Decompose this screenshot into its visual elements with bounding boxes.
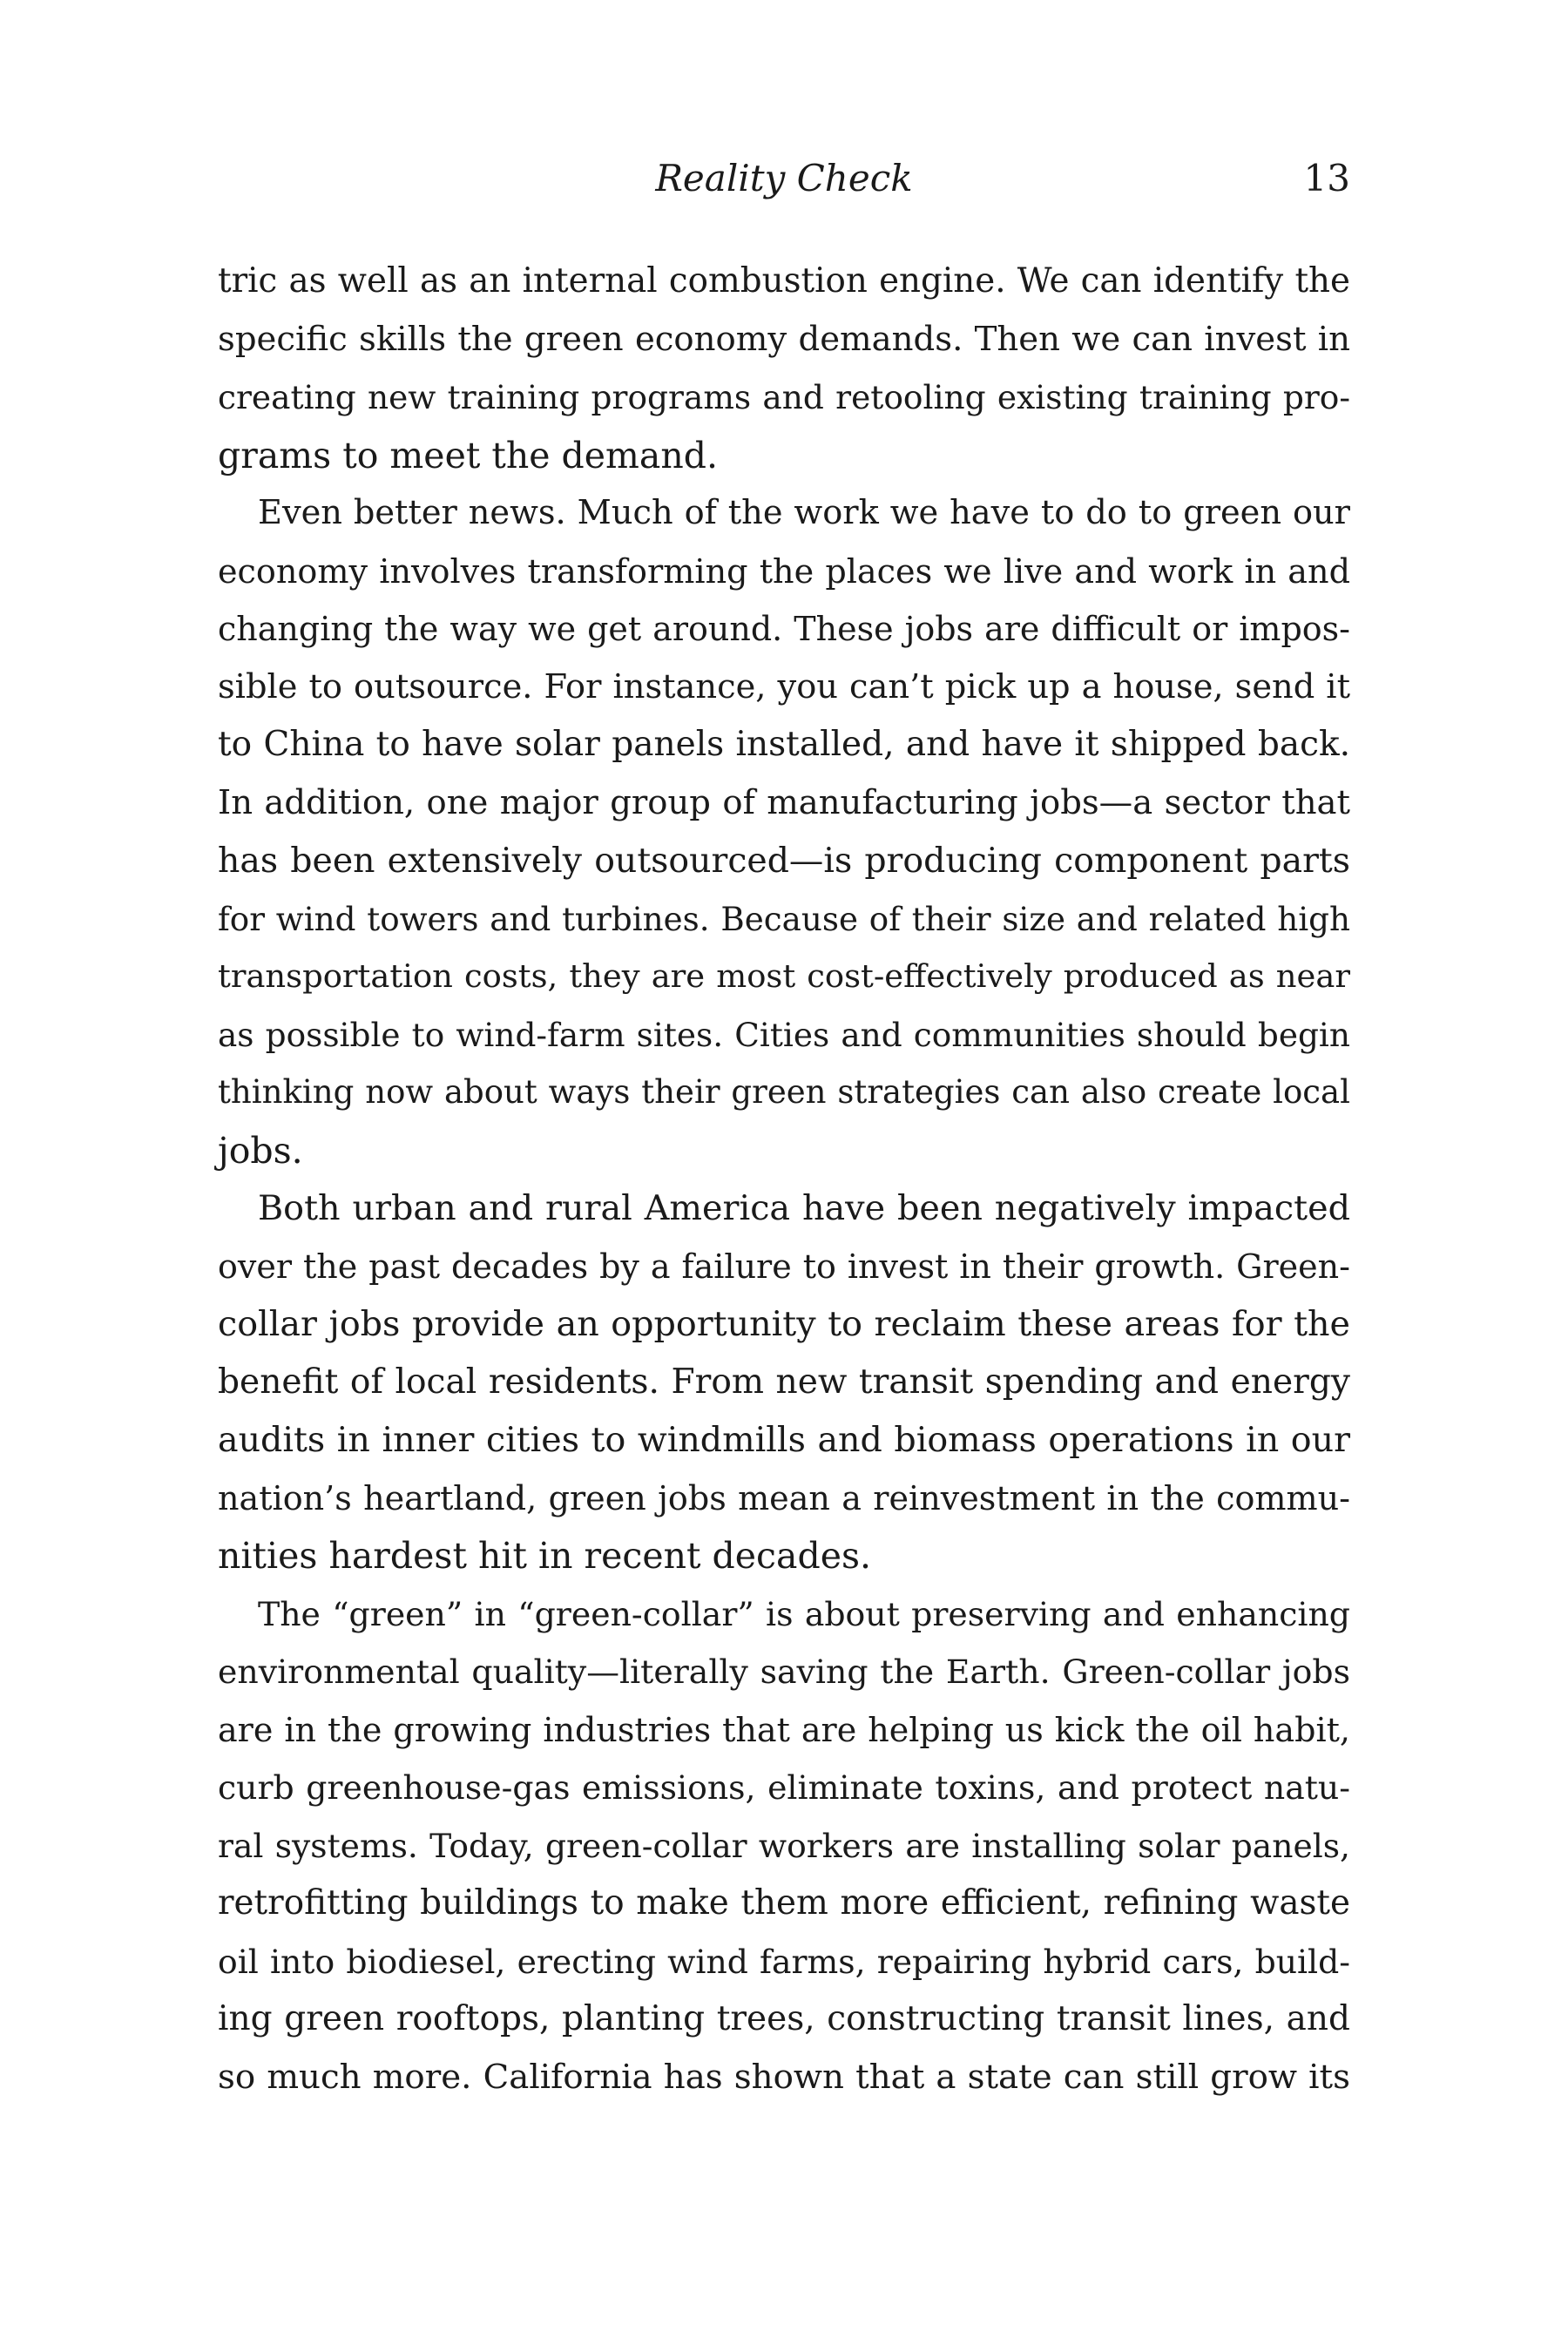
text-line: for wind towers and turbines. Because of their size and related high xyxy=(218,899,1350,938)
text-line: transportation costs, they are most cost-effectively produced as near xyxy=(218,957,1350,995)
text-line: are in the growing industries that are helping us kick the oil habit, xyxy=(218,1710,1350,1749)
text-line: oil into biodiesel, erecting wind farms, repairing hybrid cars, build- xyxy=(218,1942,1350,1981)
text-line: tric as well as an internal combustion engine. We can identify the xyxy=(218,261,1350,301)
page-number: 13 xyxy=(1303,157,1350,199)
text-line: ing green rooftops, planting trees, constructing transit lines, and xyxy=(218,1999,1350,2038)
text-line: audits in inner cities to windmills and biomass operations in our xyxy=(218,1420,1350,1460)
text-line: environmental quality—literally saving the Earth. Green-collar jobs xyxy=(218,1652,1350,1691)
text-line: benefit of local residents. From new transit spending and energy xyxy=(218,1362,1350,1402)
text-line: so much more. California has shown that a state can still grow its xyxy=(218,2057,1350,2097)
running-head xyxy=(0,148,1568,209)
text-line: nation’s heartland, green jobs mean a reinvestment in the commu- xyxy=(218,1478,1350,1517)
text-line: over the past decades by a failure to invest in their growth. Green- xyxy=(218,1247,1350,1286)
text-line: specific skills the green economy demands. Then we can invest in xyxy=(218,319,1350,359)
body-text xyxy=(218,253,1350,2106)
text-line: collar jobs provide an opportunity to reclaim these areas for the xyxy=(218,1304,1350,1344)
text-line: creating new training programs and retooling existing training pro- xyxy=(218,378,1350,416)
text-line: economy involves transforming the places we live and work in and xyxy=(218,551,1350,591)
text-line: nities hardest hit in recent decades. xyxy=(218,1535,872,1577)
text-line: as possible to wind-farm sites. Cities and communities should begin xyxy=(218,1015,1350,1054)
text-line: sible to outsource. For instance, you can’t pick up a house, send it xyxy=(218,666,1350,706)
text-line: Both urban and rural America have been negatively impacted xyxy=(258,1188,1350,1228)
text-line: to China to have solar panels installed, and have it shipped back. xyxy=(218,725,1350,764)
text-line: Even better news. Much of the work we have to do to green our xyxy=(258,493,1350,532)
text-line: has been extensively outsourced—is producing component parts xyxy=(218,841,1350,881)
text-line: ral systems. Today, green-collar workers are installing solar panels, xyxy=(218,1826,1350,1865)
text-line: changing the way we get around. These jobs are difficult or impos- xyxy=(218,610,1350,648)
text-line: thinking now about ways their green strategies can also create local xyxy=(218,1073,1350,1111)
text-line: retrofitting buildings to make them more efficient, refining waste xyxy=(218,1883,1350,1923)
text-line: jobs. xyxy=(218,1129,303,1172)
text-line: The “green” in “green-collar” is about preserving and enhancing xyxy=(258,1594,1350,1633)
text-line: grams to meet the demand. xyxy=(218,434,719,476)
text-line: In addition, one major group of manufacturing jobs—a sector that xyxy=(218,782,1350,822)
text-line: curb greenhouse-gas emissions, eliminate toxins, and protect natu- xyxy=(218,1768,1350,1807)
running-title: Reality Check xyxy=(655,157,913,199)
